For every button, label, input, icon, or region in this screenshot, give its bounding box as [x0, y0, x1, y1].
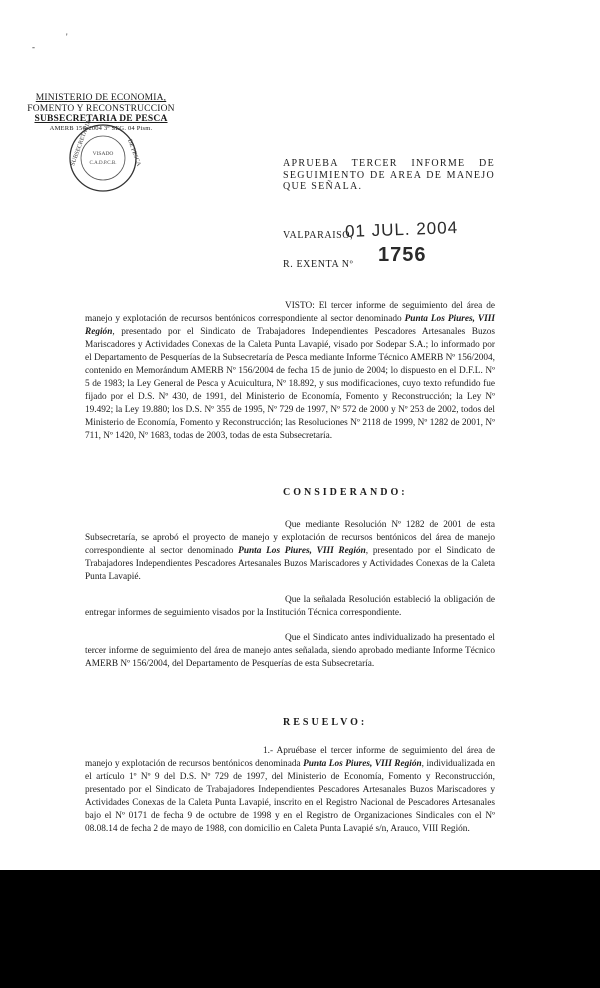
header-ministry-2: FOMENTO Y RECONSTRUCCION	[27, 103, 175, 114]
considerando-paragraph-2	[85, 594, 495, 620]
considerando-heading: CONSIDERANDO:	[283, 487, 408, 498]
scan-mark-top: '	[66, 32, 68, 42]
resuelvo-1-text-1: 1.- Apruébase el tercer informe de seguimiento del área de manejo y explotación de recursos bentónicos denominada	[85, 746, 495, 769]
resuelvo-paragraph-1	[85, 745, 495, 836]
considerando-paragraph-3	[85, 632, 495, 671]
visto-paragraph	[85, 300, 495, 443]
resolution-subject: APRUEBA TERCER INFORME DE SEGUIMIENTO DE AREA DE MANEJO QUE SEÑALA.	[283, 158, 495, 192]
scan-dark-bottom	[0, 870, 600, 988]
header-subsecretaria: SUBSECRETARIA DE PESCA	[34, 114, 168, 124]
visto-text-1: El tercer informe de seguimiento del área de manejo y explotación de recursos bentónicos correspondiente al sector denominado	[85, 301, 495, 324]
resuelvo-1-text-2: , individualizada en el artículo 1º Nº 9 del D.S. Nº 729 de 1997, del Ministerio de Economía, Fomento y Reconstrucción, presentado por el Sindicato de Trabajadores Independientes Pescadores Artesanales Buzos Mariscadores y Actividades Conexas de la Caleta Punta Lavapié, inscrito en el Registro Nacional de Pescadores Artesanales bajo el Nº 0171 de fecha 9 de octubre de 1998 y en el Registro de Organizaciones Sindicales con el Nº 08.08.14 de fecha 2 de mayo de 1988, con domicilio en Caleta Punta Lavapié s/n, Arauco, VIII Región.	[85, 759, 496, 834]
considerando-1-sector-name: Punta Los Piures, VIII Región	[238, 546, 366, 556]
considerando-1-text-2: , presentado por el Sindicato de Trabajadores Independientes Pescadores Artesanales Buzos Mariscadores y Actividades Conexas de la Caleta Punta Lavapié.	[85, 546, 496, 582]
stamp-center-1: VISADO	[92, 151, 114, 157]
resuelvo-1-sector-name: Punta Los Piures, VIII Región	[303, 759, 422, 769]
visto-lead: VISTO:	[285, 301, 315, 311]
date-stamp: 01 JUL. 2004	[344, 218, 459, 241]
exenta-label: R. EXENTA Nº	[283, 259, 354, 270]
stamp-outer-ring	[70, 125, 136, 191]
visto-text-2: , presentado por el Sindicato de Trabajadores Independientes Pescadores Artesanales Buzos Mariscadores y Actividades Conexas de la Caleta Punta Lavapié, visado por Sodepar S.A.; lo informado por el Departamento de Pesquerías de la Subsecretaría de Pesca mediante Informe Técnico AMERB Nº 156/2004, contenido en Memorándum AMERB Nº 156/2004 de fecha 15 de junio de 2004; lo dispuesto en el D.F.L. Nº 5 de 1983; la Ley General de Pesca y Acuicultura, Nº 18.892, y sus modificaciones, cuyo texto refundido fue fijado por el D.S. Nº 430, de 1991, del Ministerio de Economía, Fomento y Reconstrucción; la Ley Nº 19.492; la Ley 19.880; los D.S. Nº 355 de 1995, Nº 729 de 1997, Nº 572 de 2000 y Nº 253 de 2002, todos del Ministerio de Economía, Fomento y Reconstrucción; las Resoluciones Nº 2118 de 1999, Nº 1282 de 2001, Nº 711, Nº 1420, Nº 1683, todas de 2003, todas de esta Subsecretaría.	[85, 327, 495, 441]
considerando-paragraph-1	[85, 519, 495, 584]
stamp-center-2: C.A.D.P.C.B.	[89, 161, 117, 166]
official-stamp	[68, 119, 142, 194]
resuelvo-heading: RESUELVO:	[283, 717, 368, 728]
stamp-text-right: DE PESCA	[126, 138, 142, 168]
visto-sector-name: Punta Los Piures, VIII Región	[85, 314, 495, 337]
considerando-2-text: Que la señalada Resolución estableció la obligación de entregar informes de seguimiento visados por la Institución Técnica correspondiente.	[85, 595, 495, 618]
header-reference: AMERB 156-2004 3º SEG. 04 Pism.	[49, 124, 153, 132]
considerando-3-text: Que el Sindicato antes individualizado ha presentado el tercer informe de seguimiento del área de manejo antes señalada, siendo aprobado mediante Informe Técnico AMERB Nº 156/2004, del Departamento de Pesquerías de esta Subsecretaría.	[85, 633, 495, 669]
header-ministry: MINISTERIO DE ECONOMIA,	[35, 93, 167, 103]
stamp-text-left: SUBSECRETARIA	[70, 119, 93, 167]
resolution-number: 1756	[378, 244, 427, 266]
scan-mark-left: -	[32, 42, 35, 52]
considerando-1-text-1: Que mediante Resolución Nº 1282 de 2001 de esta Subsecretaría, se aprobó el proyecto de manejo y explotación de recursos bentónicos del área de manejo correspondiente al sector denominado	[85, 520, 495, 556]
stamp-inner-ring	[81, 136, 125, 180]
city-label: VALPARAISO,	[283, 230, 354, 241]
